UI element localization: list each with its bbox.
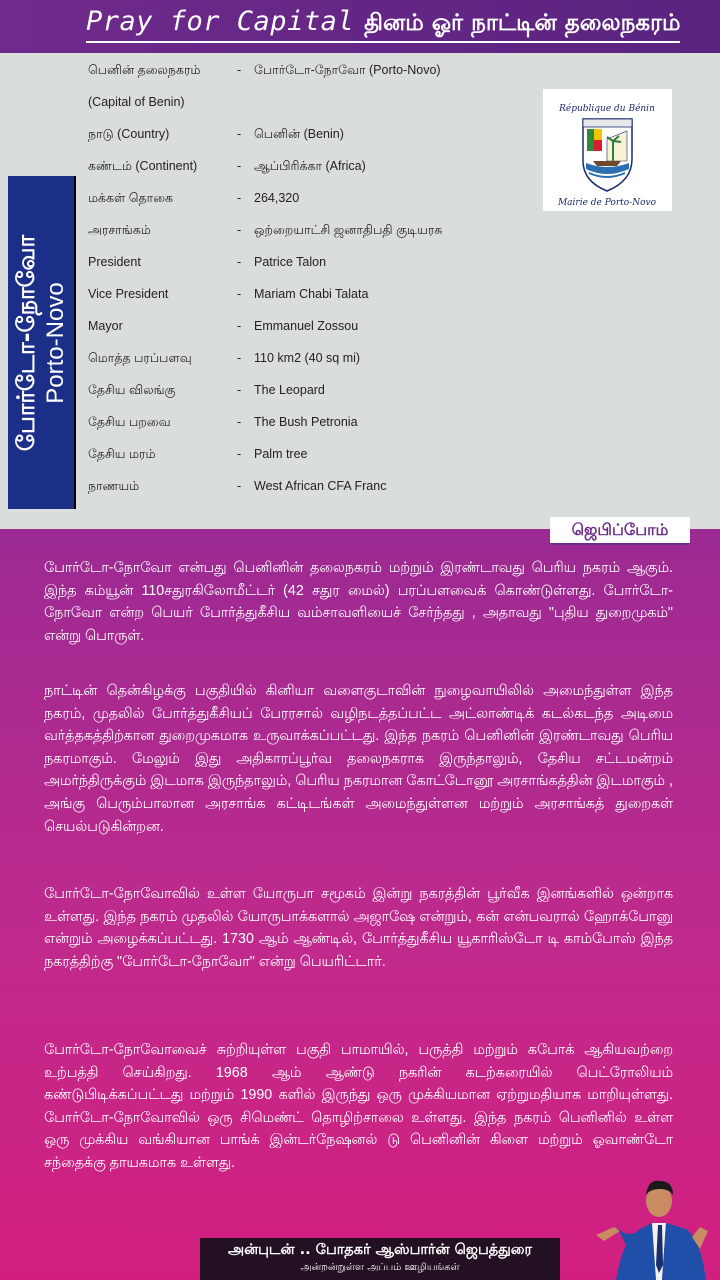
info-key: Mayor xyxy=(88,319,123,333)
info-value: West African CFA Franc xyxy=(254,479,387,493)
info-value: ஒற்றையாட்சி ஜனாதிபதி குடியரசு xyxy=(254,223,443,237)
emblem-top-text: République du Bénin xyxy=(559,104,655,114)
paragraph: நாட்டின் தென்கிழக்கு பகுதியில் கினியா வளைகுடாவின் நுழைவாயிலில் அமைந்துள்ள இந்த நகரம், முதலில் போர்த்துகீசியப் பேரரசால் வழிநடத்தப்பட்ட அட்லாண்டிக் கடல்கடந்த அடிமை வர்த்தகத்திற்கான துறைமுகமாக உருவாக்கப்பட்டது. இந்த நகரம் பெனினின் இரண்டாவது பெரிய நகரமாகும். மேலும் இது அதிகாரப்பூர்வ தலைநகராக இருந்தாலும், தேசிய சட்டமன்றம் அமர்ந்திருக்கும் இடமாக இருந்தாலும், பெரிய நகரமான கோட்டோனூ அரசாங்கத்தின் இடமாகும் , அங்கு பெரும்பாலான அரசாங்க கட்டிடங்கள் அமைந்துள்ளன மற்றும் அரசாங்கத் துறைகள் செயல்படுகின்றன. xyxy=(44,683,673,835)
paragraph: போர்டோ-நோவோவில் உள்ள யோருபா சமூகம் இன்று நகரத்தின் பூர்வீக இனங்களில் ஒன்றாக உள்ளது. இந்த நகரம் முதலில் யோருபாக்களால் அஜாஷே என்றும், கன் என்பவரால் ஹோக்போனு என்றும் அழைக்கப்பட்டது. 1730 ஆம் ஆண்டில், போர்த்துகீசிய யூகாரிஸ்டோ டி காம்போஸ் இந்த நகரத்திற்கு "போர்டோ-நோவோ" என்று பெயரிட்டார். xyxy=(44,886,673,970)
info-value: The Bush Petronia xyxy=(254,415,358,429)
info-value: Emmanuel Zossou xyxy=(254,319,359,333)
info-value: ஆப்பிரிக்கா (Africa) xyxy=(254,159,366,173)
city-name-english: Porto-Novo xyxy=(42,281,69,404)
person-icon xyxy=(596,1165,720,1280)
city-emblem xyxy=(543,89,672,211)
emblem-bottom-text: Mairie de Porto-Novo xyxy=(557,198,657,208)
title-tamil: தினம் ஓர் நாட்டின் தலைநகரம் xyxy=(364,10,681,36)
info-value: Mariam Chabi Talata xyxy=(254,287,369,301)
info-key: தேசிய விலங்கு xyxy=(88,383,176,397)
info-value: Palm tree xyxy=(254,447,308,461)
info-section: போர்டோ-நோவோ Porto-Novo பெனின் தலைநகரம் - போர்டோ-நோவோ (Porto-Novo) (Capital of Benin) நாடு (Country) - பெனின் (Benin) கண்டம் (Continent) - ஆப்பிரிக்கா (Africa) மக்கள் தொகை - 264,320 அரசாங்கம் - ஒற்றையாட்சி ஜனாதிபதி குடியரசு President - Patrice Talon Vice President - Mariam Chabi Talata Mayor - Emmanuel Zossou மொத்த பரப்பளவு - 110 km2 (40 sq mi) தேசிய விலங்கு - The Leopard தேசிய பறவை - The Bush Petronia தேசிய மரம் - Palm tree நாணயம் - West African CFA Franc xyxy=(0,53,720,529)
lets-pray-badge: ஜெபிப்போம் xyxy=(550,517,690,545)
paragraph: போர்டோ-நோவோ என்பது பெனினின் தலைநகரம் மற்றும் இரண்டாவது பெரிய நகரம் ஆகும். இந்த கம்யூன் 110சதுரகிலோமீட்டர் (42 சதுர மைல்) பரப்பளவைக் கொண்டுள்ளது. போர்டோ-நோவோ என்ற பெயர் போர்த்துகீசிய வம்சாவளியைச் சேர்ந்தது , அதாவது "புதிய துறைமுகம்" என்று பொருள். xyxy=(44,560,673,644)
info-key: President xyxy=(88,255,141,269)
pastor-photo xyxy=(596,1165,720,1280)
ministry-name: அன்றன்றுள்ள அப்பம் ஊழியங்கள் xyxy=(300,1262,460,1273)
title-english: Pray for Capital xyxy=(86,6,355,37)
info-key: Vice President xyxy=(88,287,169,301)
signature-text: அன்புடன் .. போதகர் ஆஸ்பார்ன் ஜெபத்துரை xyxy=(227,1242,533,1258)
info-value: போர்டோ-நோவோ (Porto-Novo) xyxy=(254,63,441,77)
coat-of-arms-icon xyxy=(543,89,672,211)
info-key: மக்கள் தொகை xyxy=(88,191,174,205)
header-bar xyxy=(0,0,720,53)
info-value: Patrice Talon xyxy=(254,255,327,269)
city-name-tamil: போர்டோ-நோவோ xyxy=(12,234,40,451)
info-key: தேசிய மரம் xyxy=(88,447,156,461)
info-key: பெனின் தலைநகரம் xyxy=(88,63,201,77)
city-name-panel xyxy=(8,176,76,509)
info-key: நாணயம் xyxy=(88,479,140,493)
info-key: அரசாங்கம் xyxy=(88,223,151,237)
paragraph: போர்டோ-நோவோவைச் சுற்றியுள்ள பகுதி பாமாயில், பருத்தி மற்றும் கபோக் ஆகியவற்றை உற்பத்தி செய்கிறது. 1968 ஆம் ஆண்டு நகரின் கடற்கரையில் பெட்ரோலியம் கண்டுபிடிக்கப்பட்டது மற்றும் 1990 களில் இருந்து ஒரு முக்கியமான ஏற்றுமதியாக மாறியுள்ளது. போர்டோ-நோவோவில் ஒரு சிமெண்ட் தொழிற்சாலை உள்ளது. இந்த நகரம் பெனினில் உள்ள ஒரு முக்கிய வங்கியான பாங்க் இன்டர்நேஷனல் டு பெனினின் கிளை மற்றும் ஓவாண்டோ சந்தைக்கு தாயகமாக உள்ளது. xyxy=(44,1042,673,1171)
info-value: பெனின் (Benin) xyxy=(254,127,344,141)
info-value: 264,320 xyxy=(254,191,300,205)
page-title xyxy=(86,6,680,43)
info-key: மொத்த பரப்பளவு xyxy=(88,351,192,365)
info-key: தேசிய பறவை xyxy=(88,415,171,429)
info-value: 110 km2 (40 sq mi) xyxy=(254,351,361,365)
info-value: The Leopard xyxy=(254,383,325,397)
info-key: (Capital of Benin) xyxy=(88,95,185,109)
signature-bar xyxy=(200,1238,560,1280)
info-key: கண்டம் (Continent) xyxy=(88,159,198,173)
info-key: நாடு (Country) xyxy=(88,127,170,141)
